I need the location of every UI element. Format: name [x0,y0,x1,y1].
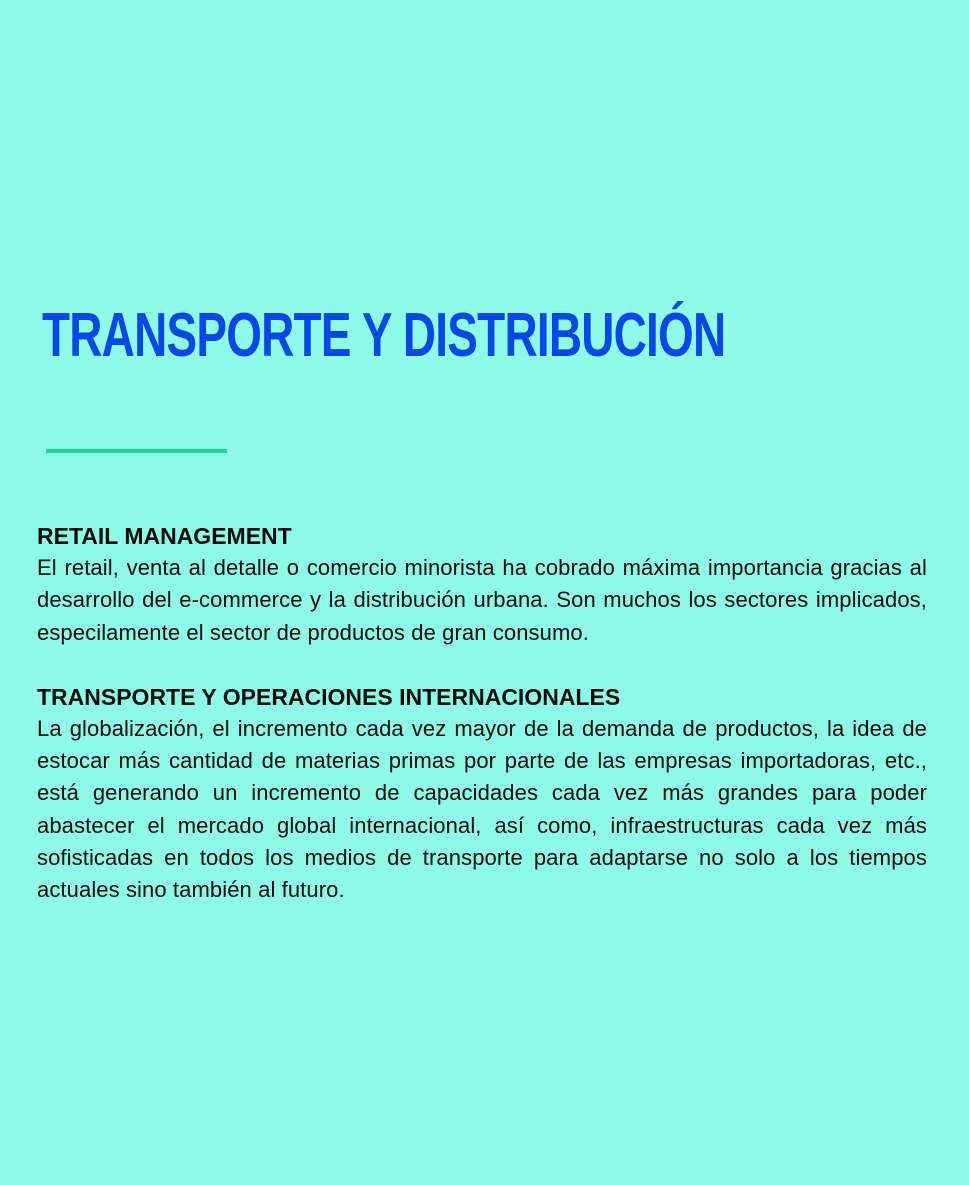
section-transporte-operaciones [37,681,927,907]
section-heading: RETAIL MANAGEMENT [37,523,292,549]
section-heading: TRANSPORTE Y OPERACIONES INTERNACIONALES [37,683,621,710]
section-retail-management [37,520,927,649]
section-body: El retail, venta al detalle o comercio minorista ha cobrado máxima importancia gracias al desarrollo del e-commerce y la distribución urbana. Son muchos los sectores implicados, especilamente el sector de productos de gran consumo. [37,555,927,645]
content [37,520,927,939]
page-title: TRANSPORTE Y DISTRIBUCIÓN [42,301,726,370]
title-underline [46,449,227,453]
section-body: La globalización, el incremento cada vez mayor de la demanda de productos, la idea de estocar más cantidad de materias primas por parte de las empresas importadoras, etc., está generando un incremento de capacidades cada vez más grandes para poder abastecer el mercado global internacional, así como, infraestructuras cada vez más sofisticadas en todos los medios de transporte para adaptarse no solo a los tiempos actuales sino también al futuro. [37,715,927,903]
